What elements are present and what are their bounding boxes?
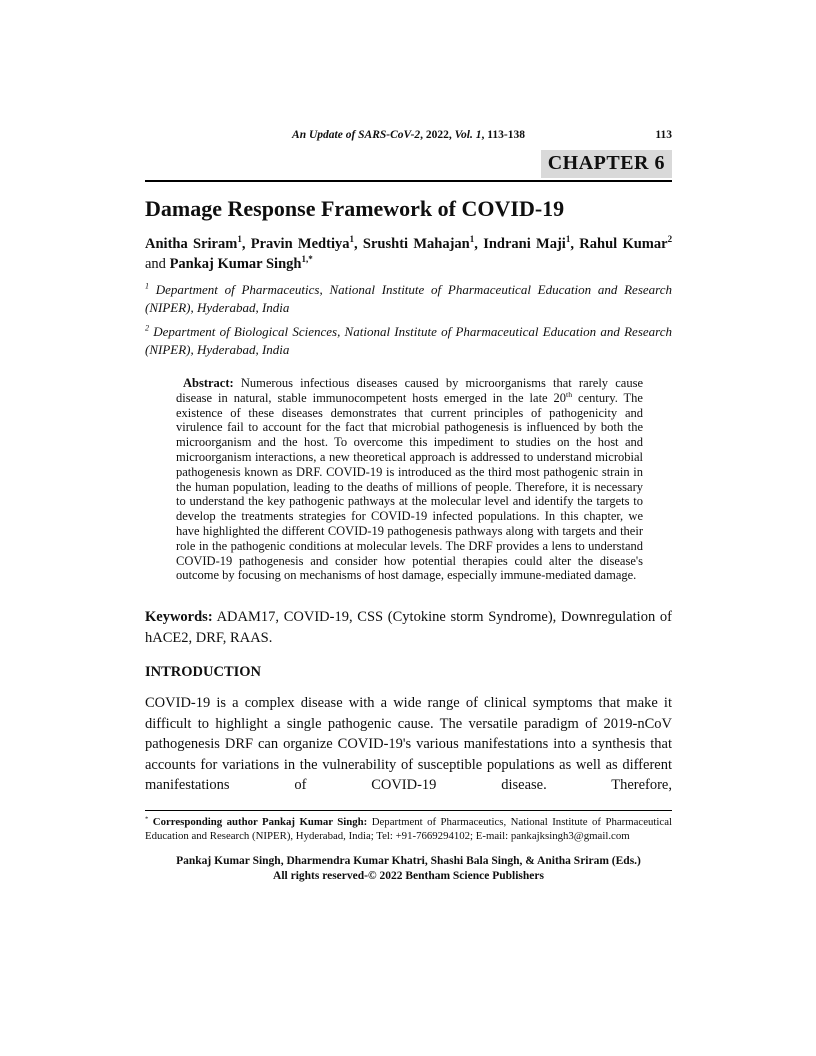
abstract-text: Numerous infectious diseases caused by microorganisms that rarely cause disease in natural, stable immunocompetent hosts emerged in the late 20	[176, 376, 643, 405]
author-superscript: 1,*	[301, 253, 313, 264]
author-name: Rahul Kumar	[579, 236, 668, 252]
footnote-marker: *	[145, 815, 149, 823]
introduction-heading: INTRODUCTION	[145, 664, 262, 681]
affiliation-1	[145, 281, 672, 316]
authors-line	[145, 235, 672, 274]
corresponding-author-footnote	[145, 815, 672, 843]
footer-rights: All rights reserved-© 2022 Bentham Science Publishers	[273, 869, 544, 882]
abstract	[176, 376, 643, 583]
book-year: , 2022,	[420, 129, 455, 141]
page-number: 113	[655, 129, 672, 141]
running-head	[145, 128, 672, 142]
abstract-label: Abstract:	[183, 376, 234, 390]
book-footer	[145, 854, 672, 883]
article-title: Damage Response Framework of COVID-19	[145, 196, 565, 221]
author-separator: ,	[474, 236, 484, 252]
keywords	[145, 607, 672, 649]
running-head-title	[292, 129, 525, 141]
affiliation-2	[145, 323, 672, 358]
introduction-paragraph: COVID-19 is a complex disease with a wide range of clinical symptoms that make it difficult to highlight a single pathogenic cause. The versatile paradigm of 2019-nCoV pathogenesis DRF can organize COVID-19's various manifestations into a synthesis that accounts for variations in the vulnerability of susceptible populations as well as different manifestations of COVID-19 disease. Therefore,	[145, 695, 672, 794]
author-superscript: 1	[349, 234, 354, 245]
book-volume: Vol. 1	[454, 129, 482, 141]
affiliation-marker: 2	[145, 323, 150, 333]
author-name: Anitha Sriram	[145, 236, 238, 252]
book-title: An Update of SARS-CoV-2	[292, 129, 421, 141]
book-pages: , 113-138	[481, 129, 525, 141]
author-separator: ,	[241, 236, 251, 252]
author-superscript: 2	[667, 234, 673, 245]
author-separator: and	[145, 255, 170, 272]
author-superscript: 1	[565, 234, 571, 245]
affiliation-text: Department of Pharmaceutics, National Institute of Pharmaceutical Education and Research (NIPER), Hyderabad, India	[145, 282, 672, 315]
abstract-text: century. The existence of these diseases demonstrates that current principles of pathogenicity and virulence fail to account for the fact that microbial pathogenesis is influenced by both the microorganism and the host. To overcome this impediment to studies on the host and microorganism interactions, a new theoretical approach is addressed to understand microbial pathogenesis known as DRF. COVID-19 is introduced as the third most pathogenic strain in the human population, leading to the deaths of millions of people. Therefore, it is necessary to understand the key pathogenic pathways at the molecular level and identify the targets to develop the treatments strategies for COVID-19 infected populations. In this chapter, we have highlighted the different COVID-19 pathogenesis pathways along with targets and their role in the pathogenic conditions at molecular levels. The DRF provides a lens to understand COVID-19 pathogenesis and consider how potential therapies could alter the disease's outcome by focusing on mechanisms of host damage, especially immune-mediated damage.	[176, 390, 643, 583]
footer-editors: Pankaj Kumar Singh, Dharmendra Kumar Khatri, Shashi Bala Singh, & Anitha Sriram (Eds.)	[176, 855, 641, 867]
author-separator: ,	[570, 236, 580, 252]
page-content	[145, 0, 672, 796]
author-name: Pankaj Kumar Singh	[169, 255, 302, 272]
affiliation-text: Department of Biological Sciences, National Institute of Pharmaceutical Education and Research (NIPER), Hyderabad, India	[145, 324, 672, 357]
chapter-rule	[145, 150, 672, 182]
keywords-label: Keywords:	[145, 609, 213, 626]
page-bottom	[145, 810, 672, 883]
affiliation-marker: 1	[145, 281, 150, 291]
footnote-rule	[145, 810, 672, 811]
author-separator: ,	[353, 236, 363, 252]
author-superscript: 1	[469, 234, 475, 245]
author-name: Pravin Medtiya	[250, 236, 350, 252]
chapter-badge: CHAPTER 6	[541, 150, 672, 178]
footnote-label: Corresponding author Pankaj Kumar Singh:	[148, 816, 368, 828]
keywords-text: ADAM17, COVID-19, CSS (Cytokine storm Syndrome), Downregulation of hACE2, DRF, RAAS.	[145, 609, 672, 647]
author-name: Indrani Maji	[483, 236, 566, 252]
author-superscript: 1	[237, 234, 242, 245]
author-name: Srushti Mahajan	[362, 236, 470, 252]
footnote-text: Department of Pharmaceutics, National Institute of Pharmaceutical Education and Research (NIPER), Hyderabad, India; Tel: +91-7669294102; E-mail: pankajksingh3@gmail.com	[145, 816, 672, 842]
abstract-superscript: th	[566, 389, 573, 399]
